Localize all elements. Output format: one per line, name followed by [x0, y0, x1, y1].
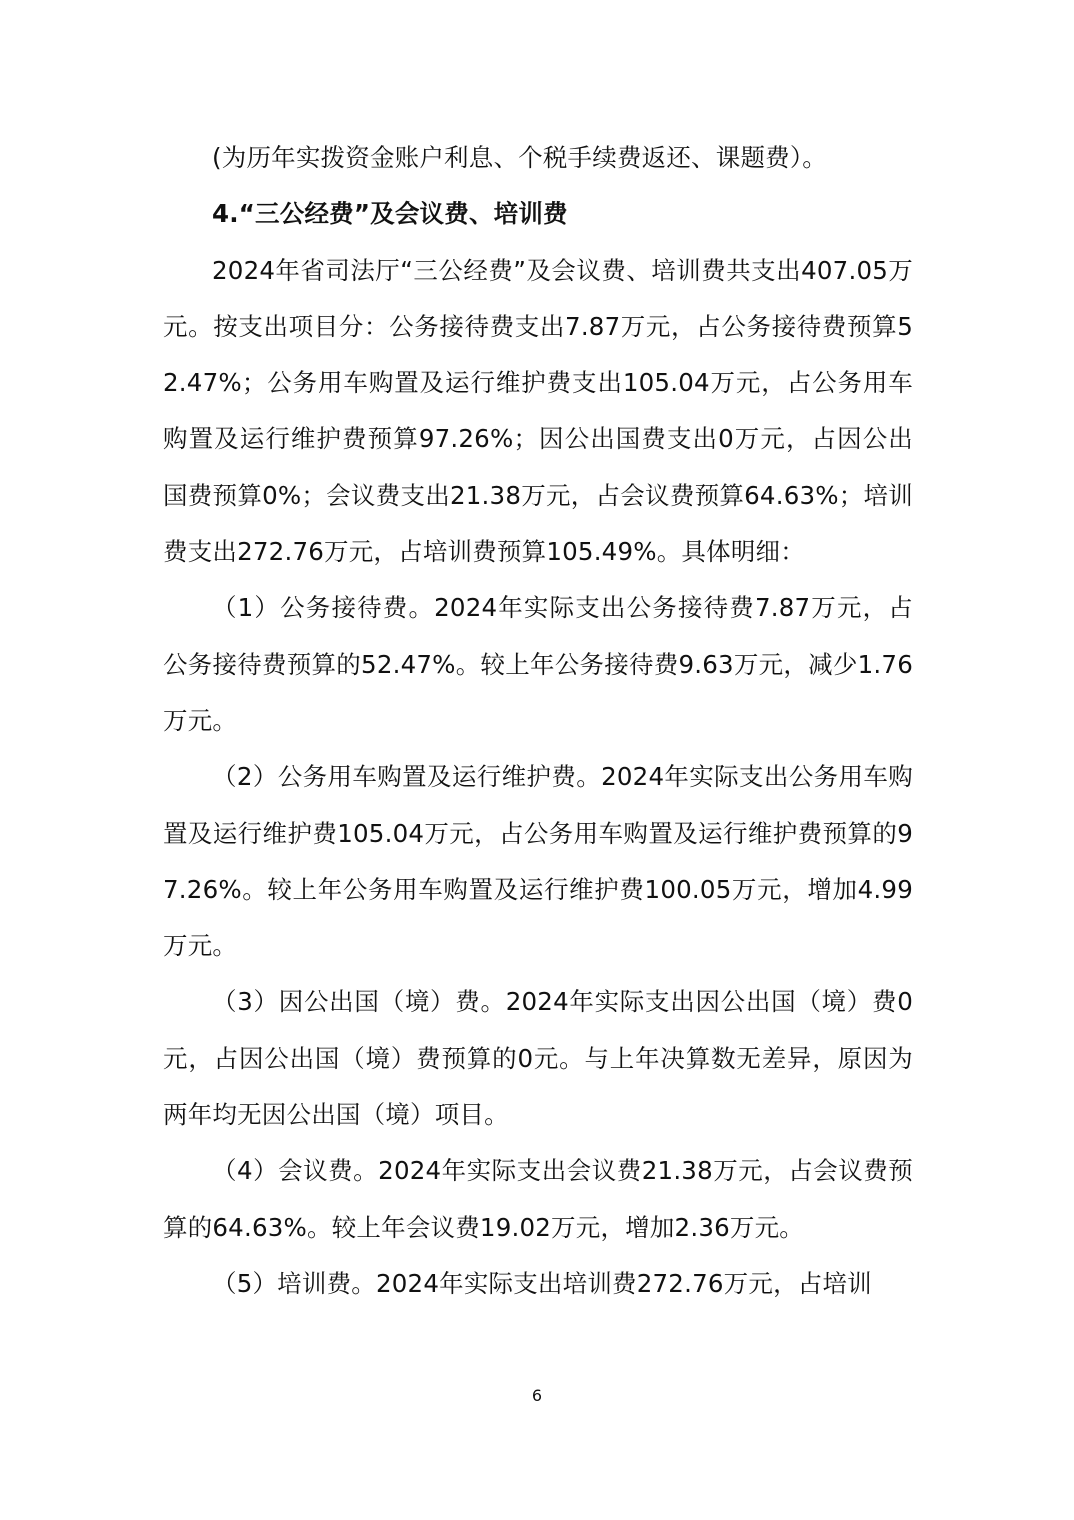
page-number: 6 [531, 1386, 543, 1405]
paragraph-meeting-expense: （4）会议费。2024年实际支出会议费21.38万元，占会议费预算的64.63%。较上年会议费19.02万元，增加2.36万元。 [163, 1156, 913, 1242]
document-body [163, 130, 913, 1312]
paragraph-summary: 2024年省司法厅“三公经费”及会议费、培训费共支出407.05万元。按支出项目分：公务接待费支出7.87万元，占公务接待费预算52.47%；公务用车购置及运行维护费支出105.04万元，占公务用车购置及运行维护费预算97.26%；因公出国费支出0万元，占因公出国费预算0%；会议费支出21.38万元，占会议费预算64.63%；培训费支出272.76万元，占培训费预算105.49%。具体明细： [163, 255, 913, 567]
paragraph-reception-expense: （1）公务接待费。2024年实际支出公务接待费7.87万元，占公务接待费预算的52.47%。较上年公务接待费9.63万元，减少1.76万元。 [163, 593, 913, 735]
section-heading: 4.“三公经费”及会议费、培训费 [212, 199, 568, 229]
paragraph-overseas-expense: （3）因公出国（境）费。2024年实际支出因公出国（境）费0元，占因公出国（境）费预算的0元。与上年决算数无差异，原因为两年均无因公出国（境）项目。 [163, 987, 913, 1130]
paragraph-training-expense: （5）培训费。2024年实际支出培训费272.76万元，占培训 [212, 1268, 872, 1298]
paragraph-continuation: (为历年实拨资金账户利息、个税手续费返还、课题费）。 [212, 143, 828, 172]
paragraph-vehicle-expense: （2）公务用车购置及运行维护费。2024年实际支出公务用车购置及运行维护费105.04万元，占公务用车购置及运行维护费预算的97.26%。较上年公务用车购置及运行维护费100.05万元，增加4.99万元。 [163, 762, 913, 961]
